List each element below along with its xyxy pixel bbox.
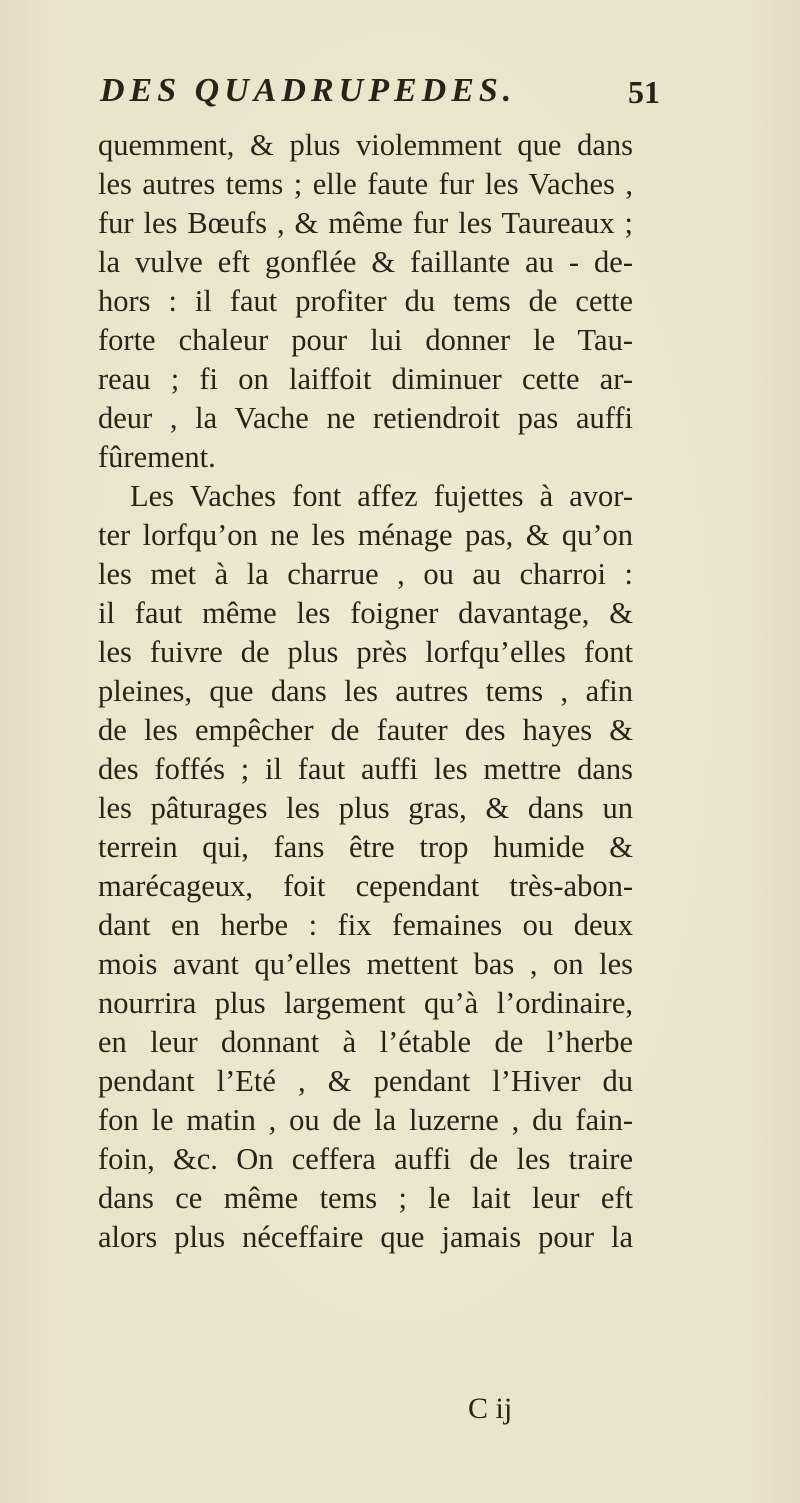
text-line: marécageux, foit cependant très-abon- bbox=[98, 869, 633, 903]
text-line: reau ; fi on laiffoit diminuer cette ar- bbox=[98, 362, 633, 396]
text-line: alors plus néceffaire que jamais pour la bbox=[98, 1220, 633, 1254]
text-line: quemment, & plus violemment que dans bbox=[98, 128, 633, 162]
body-text bbox=[98, 126, 633, 1257]
text-line: des foffés ; il faut auffi les mettre dans bbox=[98, 752, 633, 786]
text-line: la vulve eft gonflée & faillante au - de- bbox=[98, 245, 633, 279]
text-line: Les Vaches font affez fujettes à avor- bbox=[130, 479, 633, 513]
text-line: terrein qui, fans être trop humide & bbox=[98, 830, 633, 864]
text-line: mois avant qu’elles mettent bas , on les bbox=[98, 947, 633, 981]
text-line: fur les Bœufs , & même fur les Taureaux ; bbox=[98, 206, 633, 240]
text-line: ter lorfqu’on ne les ménage pas, & qu’on bbox=[98, 518, 633, 552]
text-line: fûrement. bbox=[98, 440, 216, 474]
text-line: nourrira plus largement qu’à l’ordinaire, bbox=[98, 986, 633, 1020]
text-line: les met à la charrue , ou au charroi : bbox=[98, 557, 633, 591]
text-line: il faut même les foigner davantage, & bbox=[98, 596, 633, 630]
text-line: les autres tems ; elle faute fur les Vaches , bbox=[98, 167, 633, 201]
text-line: de les empêcher de fauter des hayes & bbox=[98, 713, 633, 747]
signature-mark: C ij bbox=[468, 1392, 513, 1425]
text-line: pleines, que dans les autres tems , afin bbox=[98, 674, 633, 708]
page-header bbox=[100, 72, 660, 120]
text-line: dans ce même tems ; le lait leur eft bbox=[98, 1181, 633, 1215]
text-line: fon le matin , ou de la luzerne , du fain- bbox=[98, 1103, 633, 1137]
text-line: les pâturages les plus gras, & dans un bbox=[98, 791, 633, 825]
text-line: hors : il faut profiter du tems de cette bbox=[98, 284, 633, 318]
running-title: DES QUADRUPEDES. bbox=[100, 72, 517, 109]
text-line: pendant l’Eté , & pendant l’Hiver du bbox=[98, 1064, 633, 1098]
text-line: les fuivre de plus près lorfqu’elles font bbox=[98, 635, 633, 669]
text-line: foin, &c. On ceffera auffi de les traire bbox=[98, 1142, 633, 1176]
page-number: 51 bbox=[628, 74, 660, 110]
text-line: dant en herbe : fix femaines ou deux bbox=[98, 908, 633, 942]
text-line: en leur donnant à l’étable de l’herbe bbox=[98, 1025, 633, 1059]
text-line: deur , la Vache ne retiendroit pas auffi bbox=[98, 401, 633, 435]
text-line: forte chaleur pour lui donner le Tau- bbox=[98, 323, 633, 357]
